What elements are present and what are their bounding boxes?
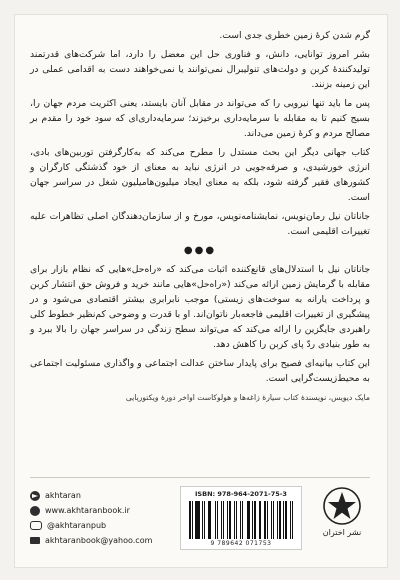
- contact-instagram[interactable]: [30, 518, 152, 533]
- barcode-bar: [223, 501, 225, 539]
- barcode-bar: [290, 501, 291, 539]
- barcode-bar: [227, 501, 228, 539]
- telegram-handle: akhtaran: [45, 491, 81, 500]
- barcode-bars: [189, 501, 293, 539]
- barcode-number: 9 789642 071753: [210, 540, 272, 547]
- barcode-bar: [277, 501, 278, 539]
- barcode-bar: [248, 501, 250, 539]
- blurb: [30, 28, 370, 405]
- globe-icon: [30, 506, 40, 516]
- barcode-bar: [282, 501, 283, 539]
- email-address: akhtaranbook@yahoo.com: [45, 536, 153, 545]
- barcode-bar: [205, 501, 207, 539]
- separator-dots: ●●●: [183, 245, 217, 256]
- barcode-bar: [215, 501, 216, 539]
- website-url: www.akhtaranbook.ir: [45, 506, 130, 515]
- barcode-bar: [268, 501, 270, 539]
- email-icon: [30, 537, 40, 544]
- barcode-bar: [219, 501, 221, 539]
- barcode-bar: [256, 501, 258, 539]
- paragraph-7: این کتاب بیانیه‌ای فصیح برای پایدار ساختن عدالت اجتماعی و واگذاری مسئولیت اجتماعی به محیط‌زیست‌گرایی است.: [30, 358, 370, 384]
- contact-list: [30, 488, 152, 548]
- isbn-text: ISBN: 978-964-2071-75-3: [195, 490, 287, 498]
- barcode: [180, 486, 302, 550]
- barcode-bar: [193, 501, 194, 539]
- barcode-bar: [252, 501, 253, 539]
- star-logo-icon: [322, 486, 362, 526]
- contact-website[interactable]: [30, 503, 152, 518]
- barcode-bar: [232, 501, 234, 539]
- barcode-bar: [243, 501, 246, 539]
- barcode-bar: [260, 501, 261, 539]
- barcode-bar: [285, 501, 287, 539]
- contact-email[interactable]: [30, 533, 152, 548]
- paragraph-5: جاناتان نیل رمان‌نویس، نمایشنامه‌نویس، مورخ و از سازمان‌دهندگان اصلی تظاهرات علیه تغییرات اقلیمی است.: [30, 211, 370, 237]
- paragraph-6: جاناتان نیل با استدلال‌های قانع‌کننده اثبات می‌کند که «راه‌حل»هایی که نظام بازار برای مقابله با گرمایش زمین ارائه می‌کند («راه‌حل»هایی مانند خرید و فروش حق انتشار کربن و پرداخت یارانه به سوخت‌های زیستی) موجب نابرابری بیشتر اقتصادی می‌شود و در پیشگیری از تغییرات اقلیمی فاجعه‌بار ناتوان‌اند. او با قدرت و وضوحی کم‌نظیر خطوط کلی راهبردی جایگزین را ارائه می‌کند که می‌تواند سطح زندگی در سراسر جهان را بالا ببرد و به طور بنیادی ردّ پای کربن را کاهش دهد.: [30, 264, 370, 350]
- barcode-bar: [264, 501, 267, 539]
- endorsement-author: مایک دیویس، نویسندهٔ کتاب سیارهٔ زاغه‌ها و هولوکاست اواخر دورهٔ ویکتوریایی: [125, 393, 370, 402]
- barcode-bar: [202, 501, 203, 539]
- instagram-handle: @akhtaranpub: [47, 521, 107, 530]
- barcode-bar: [273, 501, 274, 539]
- telegram-icon: [30, 491, 40, 501]
- publisher-name: نشر اختران: [322, 528, 362, 537]
- paragraph-4: کتاب جهانی دیگر این بحث مستدل را مطرح می‌کند که به‌کارگرفتن توربین‌های بادی، انرژی خورشیدی، و صرفه‌جویی در انرژی نباید به معنای از خود گذشتگی کارگران و کشورهای فقیر گرفته شود، بلکه به معنای ایجاد میلیون‌هامیلیون شغل در سراسر جهان است.: [30, 147, 370, 203]
- barcode-bar: [189, 501, 191, 539]
- barcode-bar: [240, 501, 241, 539]
- barcode-bar: [197, 501, 200, 539]
- contact-telegram[interactable]: [30, 488, 152, 503]
- barcode-bar: [236, 501, 237, 539]
- footer: [30, 477, 370, 558]
- barcode-bar: [292, 501, 293, 539]
- publisher-logo: [314, 486, 370, 537]
- barcode-bar: [210, 501, 211, 539]
- instagram-icon: [30, 521, 42, 530]
- paragraph-3: پس ما باید تنها نیرویی را که می‌تواند در مقابل آنان بایستد، یعنی اکثریت مردم جهان را، بسیج کنیم تا به مقابله با سرمایه‌داری برخیزند؛ سرمایه‌داری‌ای که سود خود را مقدم بر مصالح مردم و کرهٔ زمین می‌داند.: [30, 98, 370, 139]
- paragraph-2: بشر امروز توانایی، دانش، و فناوری حل این معضل را دارد، اما شرکت‌های قدرتمند تولیدکنندهٔ کربن و دولت‌های تنولیبرال نمی‌توانند یا نمی‌خواهند دست به اقدامی عملی در این زمینه بزنند.: [30, 49, 370, 90]
- paragraph-1: گرم شدن کرهٔ زمین خطری جدی است.: [219, 30, 370, 41]
